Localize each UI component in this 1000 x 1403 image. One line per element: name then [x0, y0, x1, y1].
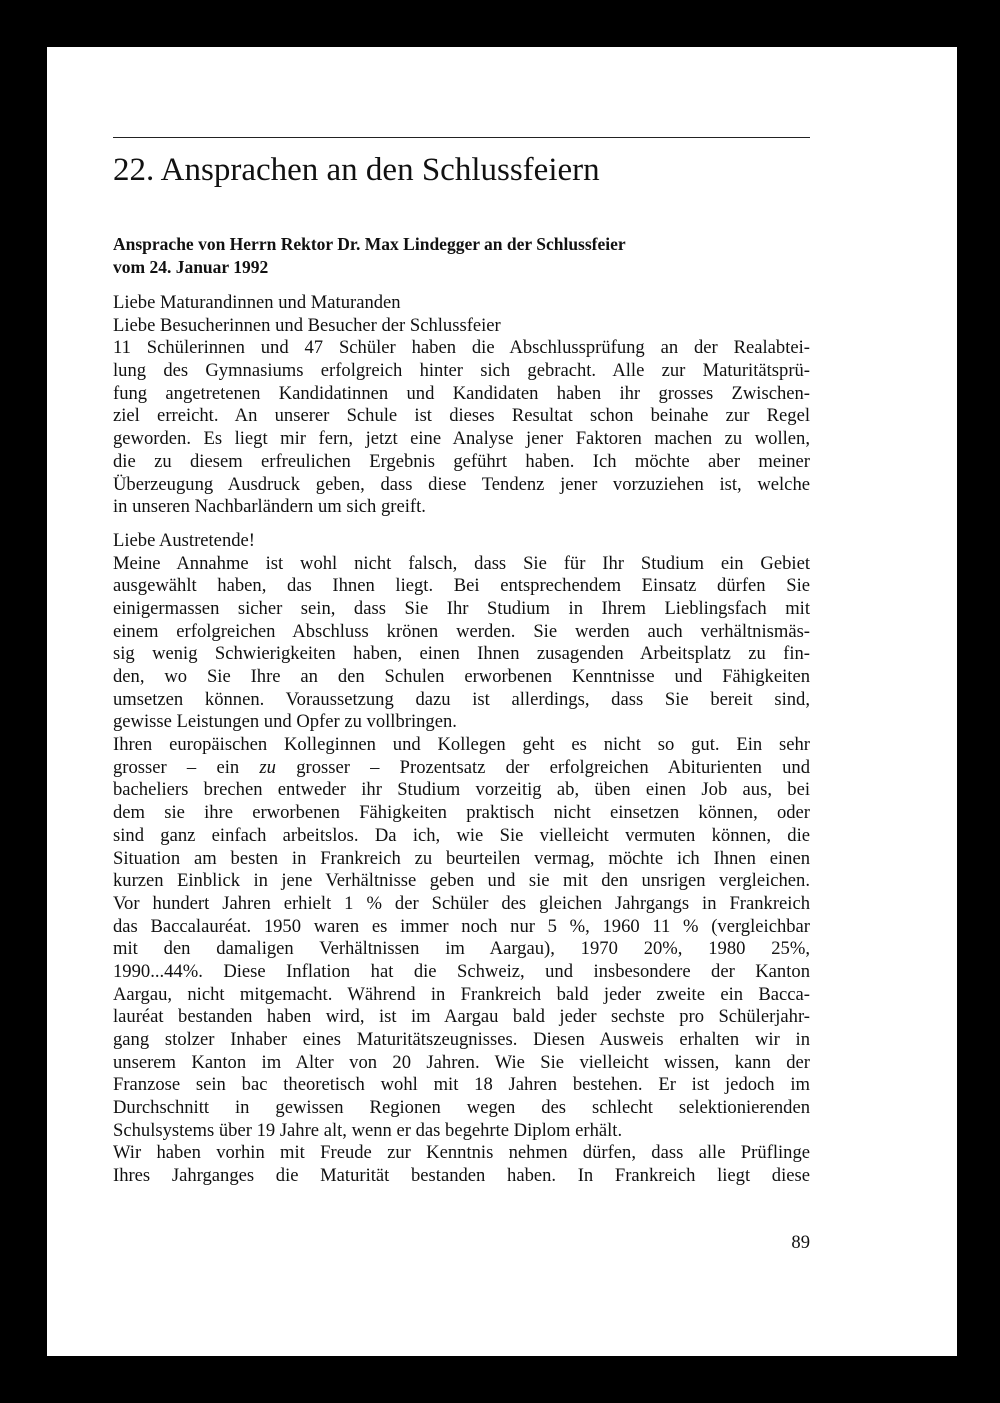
text-line: geworden. Es liegt mir fern, jetzt eine Analyse jener Faktoren machen zu wollen,: [113, 428, 810, 450]
text-line: unserem Kanton im Alter von 20 Jahren. Wie Sie vielleicht wissen, kann der: [113, 1051, 810, 1073]
text-line: fung angetretenen Kandidatinnen und Kandidaten haben ihr grosses Zwischen-: [113, 382, 810, 404]
text-line: gang stolzer Inhaber eines Maturitätszeugnisses. Diesen Ausweis erhalten wir in: [113, 1029, 810, 1050]
text-line: den, wo Sie Ihre an den Schulen erworbenen Kenntnisse und Fähigkeiten: [113, 666, 810, 687]
text-line: 11 Schülerinnen und 47 Schüler haben die Abschlussprüfung an der Realabtei-: [113, 337, 810, 359]
text-line: Durchschnitt in gewissen Regionen wegen des schlecht selektionierenden: [113, 1097, 810, 1119]
text-line: lauréat bestanden haben wird, ist im Aargau bald jeder sechste pro Schülerjahr-: [113, 1006, 810, 1028]
text-line: die zu diesem erfreulichen Ergebnis geführt haben. Ich möchte aber meiner: [113, 450, 810, 472]
text-line: sig wenig Schwierigkeiten haben, einen Ihnen zusagenden Arbeitsplatz zu fin-: [113, 643, 810, 665]
text-line: Franzose sein bac theoretisch wohl mit 18 Jahren bestehen. Er ist jedoch im: [113, 1074, 810, 1096]
document-page: [47, 47, 957, 1356]
text-line: Aargau, nicht mitgemacht. Während in Frankreich bald jeder zweite ein Bacca-: [113, 983, 810, 1005]
text-line: ausgewählt haben, das Ihnen liegt. Bei entsprechendem Einsatz dürfen Sie: [113, 575, 810, 597]
text-line: einigermassen sicher sein, dass Sie Ihr Studium in Ihrem Lieblingsfach mit: [113, 597, 810, 619]
text-line: in unseren Nachbarländern um sich greift.: [113, 496, 426, 518]
text-line: Überzeugung Ausdruck geben, dass diese Tendenz jener vorzuziehen ist, welche: [113, 473, 810, 495]
text-line: Meine Annahme ist wohl nicht falsch, dass Sie für Ihr Studium ein Gebiet: [113, 552, 810, 574]
text-line: gewisse Leistungen und Opfer zu vollbringen.: [113, 711, 457, 733]
text-line: lung des Gymnasiums erfolgreich hinter sich gebracht. Alle zur Maturitätsprü-: [113, 360, 810, 382]
text-line: dem sie ihre erworbenen Fähigkeiten praktisch nicht einsetzen können, oder: [113, 802, 810, 824]
text-line: Liebe Maturandinnen und Maturanden: [113, 292, 401, 313]
speech-body: [113, 292, 810, 1188]
text-line: das Baccalauréat. 1950 waren es immer noch nur 5 %, 1960 11 % (vergleichbar: [113, 915, 810, 937]
text-line: 1990...44%. Diese Inflation hat die Schweiz, und insbesondere der Kanton: [113, 960, 810, 982]
text-line: Liebe Besucherinnen und Besucher der Schlussfeier: [113, 314, 501, 336]
text-line: bacheliers brechen entweder ihr Studium vorzeitig ab, üben einen Job aus, bei: [113, 779, 810, 801]
paragraph-greeting: [113, 292, 810, 519]
chapter-rule: [113, 137, 810, 138]
text-line: umsetzen können. Voraussetzung dazu ist allerdings, dass Sie bereit sind,: [113, 688, 810, 710]
text-line-emphasis: [113, 757, 810, 780]
text-line: Vor hundert Jahren erhielt 1 % der Schüler des gleichen Jahrgangs in Frankreich: [113, 892, 810, 914]
text-line: ziel erreicht. An unserer Schule ist dieses Resultat schon beinahe zur Regel: [113, 405, 810, 427]
page-number: 89: [791, 1232, 810, 1253]
text-line: einem erfolgreichen Abschluss krönen werden. Sie werden auch verhältnismäs-: [113, 620, 810, 642]
text-line: Wir haben vorhin mit Freude zur Kenntnis nehmen dürfen, dass alle Prüflinge: [113, 1142, 810, 1164]
text-line: Ihres Jahrganges die Maturität bestanden haben. In Frankreich liegt diese: [113, 1165, 810, 1187]
text-line: Liebe Austretende!: [113, 529, 255, 551]
text-line: Situation am besten in Frankreich zu beurteilen vermag, möchte ich Ihnen einen: [113, 847, 810, 869]
text-line: kurzen Einblick in jene Verhältnisse geben und sie mit den unsrigen vergleichen.: [113, 870, 810, 892]
paragraph-gap: [113, 519, 810, 530]
emphasis-before: grosser – ein: [113, 756, 260, 778]
text-line: Ihren europäischen Kolleginnen und Kollegen geht es nicht so gut. Ein sehr: [113, 734, 810, 756]
speech-heading: [113, 233, 626, 279]
speech-heading-line: Ansprache von Herrn Rektor Dr. Max Lindegger an der Schlussfeier: [113, 234, 626, 254]
emphasis-word: zu: [259, 756, 276, 778]
text-line: sind ganz einfach arbeitslos. Da ich, wie Sie vielleicht vermuten können, die: [113, 824, 810, 846]
emphasis-after: grosser – Prozentsatz der erfolgreichen Abiturienten und: [275, 756, 810, 778]
speech-heading-line: vom 24. Januar 1992: [113, 257, 269, 277]
paragraph-austretende: [113, 530, 810, 1188]
chapter-title: 22. Ansprachen an den Schlussfeiern: [113, 152, 600, 188]
text-line: mit den damaligen Verhältnissen im Aargau), 1970 20%, 1980 25%,: [113, 938, 810, 960]
text-line: Schulsystems über 19 Jahre alt, wenn er das begehrte Diplom erhält.: [113, 1119, 623, 1141]
